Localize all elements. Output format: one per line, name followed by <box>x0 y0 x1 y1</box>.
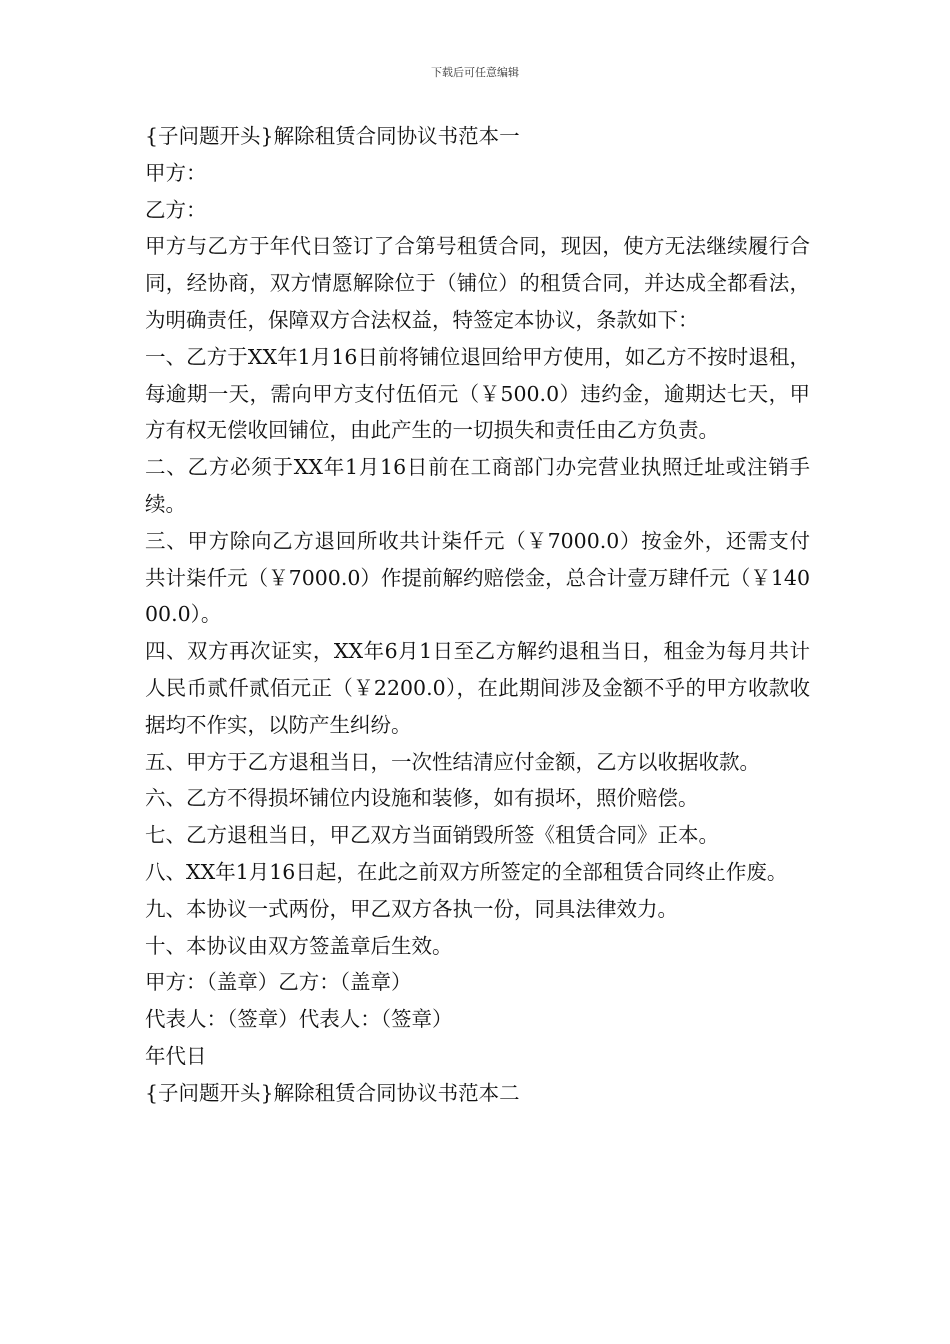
party-b-line: 乙方： <box>145 197 207 222</box>
clause-6: 六、乙方不得损坏铺位内设施和装修，如有损坏，照价赔偿。 <box>145 786 699 811</box>
clause-8: 八、XX年1月16日起，在此之前双方所签定的全部租赁合同终止作废。 <box>145 859 788 884</box>
header-note: 下载后可任意编辑 <box>431 66 519 79</box>
document-body <box>145 118 810 1112</box>
intro-paragraph: 甲方与乙方于年代日签订了合第号租赁合同，现因，使方无法继续履行合同，经协商，双方情愿解除位于（铺位）的租赁合同，并达成全都看法，为明确责任，保障双方合法权益，特签定本协议，条款如下： <box>145 234 810 332</box>
section-title-1: {子问题开头}解除租赁合同协议书范本一 <box>145 124 520 148</box>
party-a-line: 甲方： <box>145 160 207 185</box>
clause-3: 三、甲方除向乙方退回所收共计柒仟元（￥7000.0）按金外，还需支付共计柒仟元（￥7000.0）作提前解约赔偿金，总合计壹万肆仟元（￥14000.0）。 <box>145 528 810 627</box>
date-line: 年代日 <box>145 1043 207 1068</box>
clause-2: 二、乙方必须于XX年1月16日前在工商部门办完营业执照迁址或注销手续。 <box>145 455 810 516</box>
clause-7: 七、乙方退租当日，甲乙双方当面销毁所签《租赁合同》正本。 <box>145 823 719 848</box>
clause-9: 九、本协议一式两份，甲乙双方各执一份，同具法律效力。 <box>145 896 678 921</box>
representative-line: 代表人：（签章）代表人：（签章） <box>145 1007 453 1032</box>
clause-5: 五、甲方于乙方退租当日，一次性结清应付金额，乙方以收据收款。 <box>145 749 760 774</box>
clause-4: 四、双方再次证实，XX年6月1日至乙方解约退租当日，租金为每月共计人民币贰仟贰佰元正（￥2200.0），在此期间涉及金额不乎的甲方收款收据均不作实，以防产生纠纷。 <box>145 639 810 737</box>
seal-line: 甲方：（盖章）乙方：（盖章） <box>145 970 412 995</box>
clause-10: 十、本协议由双方签盖章后生效。 <box>145 933 453 958</box>
section-title-2: {子问题开头}解除租赁合同协议书范本二 <box>145 1080 520 1105</box>
clause-1: 一、乙方于XX年1月16日前将铺位退回给甲方使用，如乙方不按时退租，每逾期一天，需向甲方支付伍佰元（￥500.0）违约金，逾期达七天，甲方有权无偿收回铺位，由此产生的一切损失和责任由乙方负责。 <box>145 344 810 443</box>
